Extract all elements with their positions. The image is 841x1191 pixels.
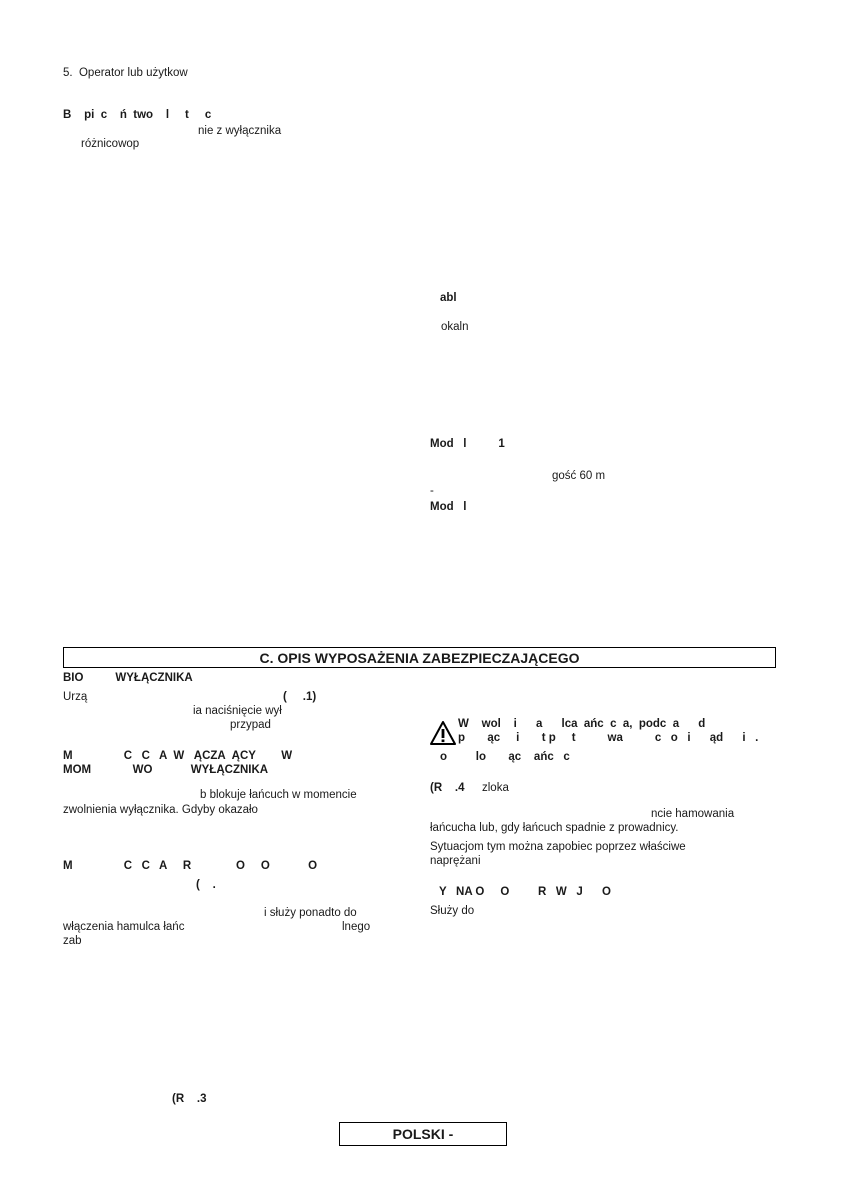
dash: - xyxy=(430,485,434,497)
paragraph-3-line-2a: włączenia hamulca łańc xyxy=(63,921,185,933)
warning-line-1: W wol i a lca ańc c a, podc a d xyxy=(458,718,706,730)
list-item-5: 5. Operator lub użytkow xyxy=(63,67,188,79)
safety-text-line-1: nie z wyłącznika xyxy=(198,125,282,137)
biosecurity-heading: BIO WYŁĄCZNIKA xyxy=(63,672,193,684)
paragraph-3-line-3: zab xyxy=(63,935,82,947)
model-2-label: Mod l xyxy=(430,501,467,513)
paragraph-3-line-2b: lnego xyxy=(342,921,371,933)
paragraph-2-line-1: b blokuje łańcuch w momencie xyxy=(200,789,357,801)
footer-language-label: POLSKI - xyxy=(392,1126,454,1142)
safety-text-line-2: różnicowop xyxy=(81,138,140,150)
section-header xyxy=(63,647,776,668)
warning-line-2: p ąc i t p t wa c o i ąd i . xyxy=(458,732,759,744)
figure-ref-3: (R .3 xyxy=(172,1093,207,1105)
figure-ref-4: (R .4 xyxy=(430,782,465,794)
heading-2-line-1: M C C A W ĄCZA ĄCY W xyxy=(63,750,293,762)
local-label: okaln xyxy=(441,321,469,333)
safety-heading: B pi c ń two l t c xyxy=(63,109,212,121)
length-text: gość 60 m xyxy=(552,470,606,482)
model-1-label: Mod l 1 xyxy=(430,438,505,450)
paragraph-4-start: zloka xyxy=(482,782,509,794)
paragraph-1-line-2: ia naciśnięcie wył xyxy=(193,705,282,717)
section-title: C. OPIS WYPOSAŻENIA ZABEZPIECZAJĄCEGO xyxy=(259,650,580,666)
figure-ref-1: ( .1) xyxy=(283,691,317,703)
paragraph-1-line-1a: Urzą xyxy=(63,691,88,703)
heading-3-line-2: ( . xyxy=(196,879,216,891)
heading-3-line-1: M C C A R O O O xyxy=(63,860,318,872)
paragraph-1-line-3: przypad xyxy=(230,719,271,731)
paragraph-5-line-2: naprężani xyxy=(430,855,481,867)
paragraph-4-line-2: łańcucha lub, gdy łańcuch spadnie z prowadnicy. xyxy=(430,822,679,834)
paragraph-2-line-2: zwolnienia wyłącznika. Gdyby okazało xyxy=(63,804,258,816)
warning-line-3: o lo ąc ańc c xyxy=(440,751,570,763)
paragraph-5-line-1: Sytuacjom tym można zapobiec poprzez właściwe xyxy=(430,841,686,853)
paragraph-4-line-1: ncie hamowania xyxy=(651,808,735,820)
page-footer xyxy=(339,1122,507,1146)
paragraph-3-line-1: i służy ponadto do xyxy=(264,907,357,919)
tab-label: abl xyxy=(440,292,457,304)
warning-icon xyxy=(430,721,456,745)
heading-4: Y NA O O R W J O xyxy=(439,886,611,898)
paragraph-6: Służy do xyxy=(430,905,475,917)
heading-2-line-2: MOM WO WYŁĄCZNIKA xyxy=(63,764,269,776)
